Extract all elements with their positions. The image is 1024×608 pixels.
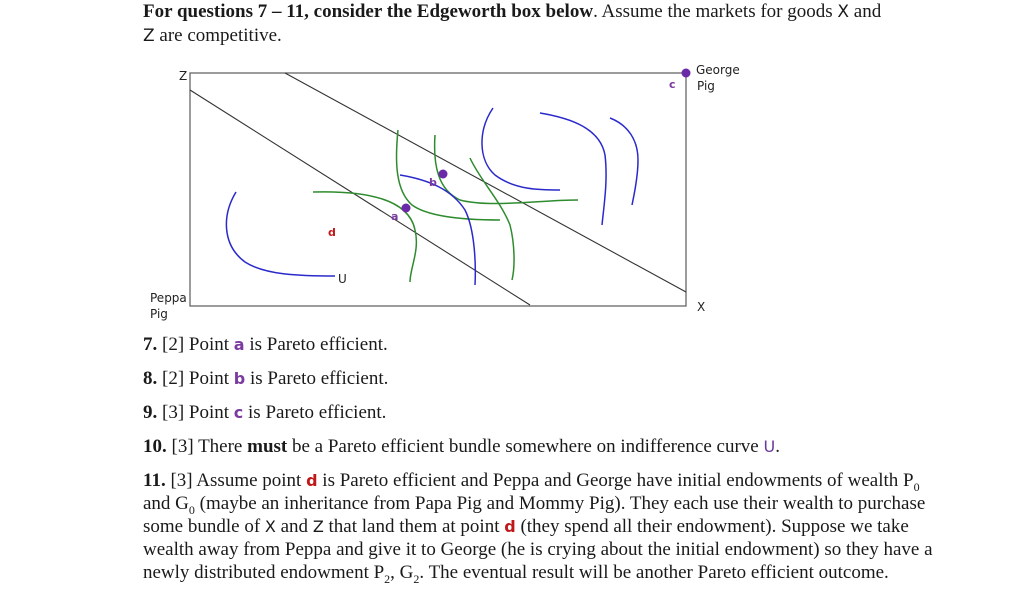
point-a-label: a	[391, 210, 399, 223]
box-frame	[190, 73, 686, 306]
z-axis-label: Z	[179, 69, 188, 83]
green-curve-2	[396, 130, 500, 220]
point-a-dot	[402, 204, 411, 213]
x-axis-label: X	[697, 300, 706, 314]
intro-bold: For questions 7 – 11, consider the Edgeworth box below	[143, 1, 594, 22]
peppa-label-2: Pig	[150, 307, 168, 321]
point-d-label: d	[328, 226, 336, 239]
point-b-dot	[439, 170, 448, 179]
point-b-label: b	[429, 176, 437, 189]
george-label-1: George	[696, 63, 740, 77]
blue-curve-4	[540, 113, 606, 225]
peppa-label-1: Peppa	[150, 291, 187, 305]
question-8: 8. [2] Point b is Pareto efficient.	[143, 368, 389, 389]
question-11: 11. [3] Assume point d is Pareto efficient and Peppa and George have initial endowments of wealth $P_0$ and $G_0$ (maybe an inheritance from Papa Pig and Mommy Pig). They each use their wealth to purchase some bundle of X and Z that land them at point d (they spend all their endowment). Suppose we take wealth away from Peppa and give it to George (he is crying about the initial endowment) so they have a newly distributed endowment $P_2$, $G_2$. The eventual result will be another Pareto efficient outcome.	[143, 470, 933, 586]
question-10: 10. [3] There must be a Pareto efficient bundle somewhere on indifference curve U.	[143, 436, 780, 457]
blue-curve-1	[226, 192, 335, 276]
curve-u-label: U	[338, 272, 347, 286]
blue-curve-3	[482, 108, 560, 190]
intro-text: For questions 7 – 11, consider the Edgeworth box below. Assume the markets for goods X and Z are competitive.	[143, 1, 882, 46]
question-9: 9. [3] Point c is Pareto efficient.	[143, 402, 387, 423]
budget-line-1	[190, 90, 530, 305]
point-c-label: c	[669, 78, 676, 91]
point-c-dot	[682, 69, 691, 78]
george-label-2: Pig	[697, 79, 715, 93]
blue-curve-5	[610, 118, 638, 205]
question-7: 7. [2] Point a is Pareto efficient.	[143, 334, 388, 355]
